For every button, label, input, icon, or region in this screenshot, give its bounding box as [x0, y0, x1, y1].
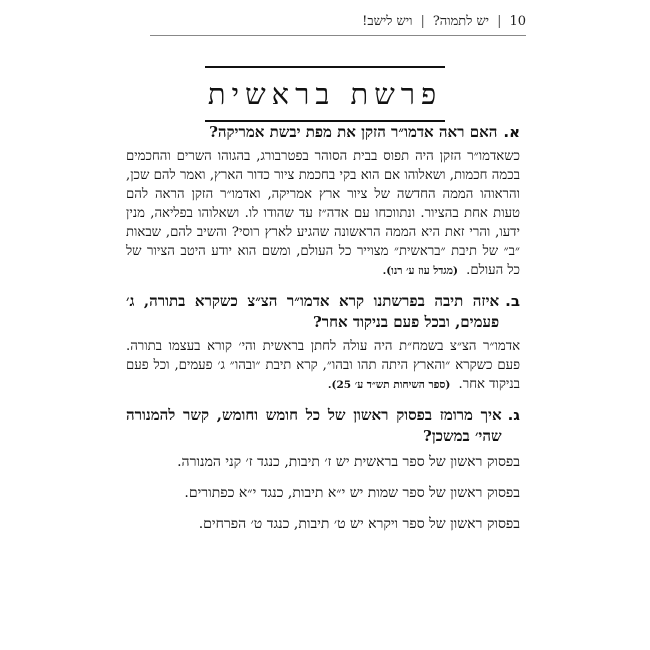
question-text: איזה תיבה בפרשתנו קרא אדמו״ר הצ״צ כשקרא בתורה, ג׳ פעמים, ובכל פעם בניקוד אחר? — [126, 292, 500, 331]
running-header — [150, 10, 526, 36]
answer-paragraph: בפסוק ראשון של ספר בראשית יש ז׳ תיבות, כנגד ז׳ קני המנורה. — [177, 454, 520, 470]
question-section — [126, 291, 520, 395]
answer-text: כשאדמו״ר הזקן היה תפוס בבית הסוהר בפטרבורג, בהגוהו השרים והחכמים בכמה חכמות, ושאלוהו אם הוא בקי בחכמת ציור כדור הארץ, ואמר להם שכן, והראוהו הממה החדשה של ציור ארץ אמריקה, ואדמו״ר הזקן הראה להם טעות אחת בהציור. ונתווכחו עם אדה״ז עד שהודו לו. ושאלוהו בפליאה, מנין ידעו, והרי זאת היא הממה הראשונה שהגיע לארץ רוסי? והשיב להם, שבאות ״ב״ של תיבת ״בראשית״ מצוייר כל העולם, ומשם הוא יודע היטב הציור של כל העולם. — [126, 149, 520, 278]
source-citation: (ספר השיחות תש״ד ע׳ 25). — [327, 379, 451, 391]
question-letter: א. — [503, 123, 520, 141]
header-separator: | — [420, 13, 425, 29]
question — [126, 405, 520, 447]
header-separator: | — [497, 13, 502, 29]
running-title-1: יש לתמוה? — [432, 14, 490, 29]
question-letter: ב. — [505, 292, 520, 310]
question-letter: ג. — [507, 406, 520, 424]
answer-paragraph: בפסוק ראשון של ספר ויקרא יש ט׳ תיבות, כנגד ט׳ הפרחים. — [198, 516, 520, 532]
question — [126, 122, 520, 143]
question — [126, 291, 520, 333]
question-section — [126, 405, 520, 535]
page-number: 10 — [509, 13, 526, 29]
source-citation: (מגדל עוז ע׳ רנו). — [382, 265, 458, 277]
question-section — [126, 122, 520, 281]
running-title-2: ויש לישב! — [362, 14, 413, 29]
answer-text: אדמו״ר הצ״צ בשמח״ת היה עולה לחתן בראשית והי׳ קורא בעצמו בתורה. פעם כשקרא ״והארץ היתה תהו ובהו״, קרא תיבת ״ובהו״ ג׳ פעמים, וכל פעם בניקוד אחר. — [126, 339, 520, 392]
question-text: איך מרומז בפסוק ראשון של כל חומש וחומש, קשר להמנורה שהי׳ במשכן? — [126, 406, 502, 445]
chapter-title: פרשת בראשית — [205, 66, 445, 122]
answer-paragraph — [126, 147, 520, 281]
question-text: האם ראה אדמו״ר הזקן את מפת יבשת אמריקה? — [209, 123, 498, 141]
answer-paragraph: בפסוק ראשון של ספר שמות יש י״א תיבות, כנגד י״א כפתורים. — [184, 485, 520, 501]
answer-paragraph — [126, 337, 520, 395]
page-content — [126, 122, 520, 545]
